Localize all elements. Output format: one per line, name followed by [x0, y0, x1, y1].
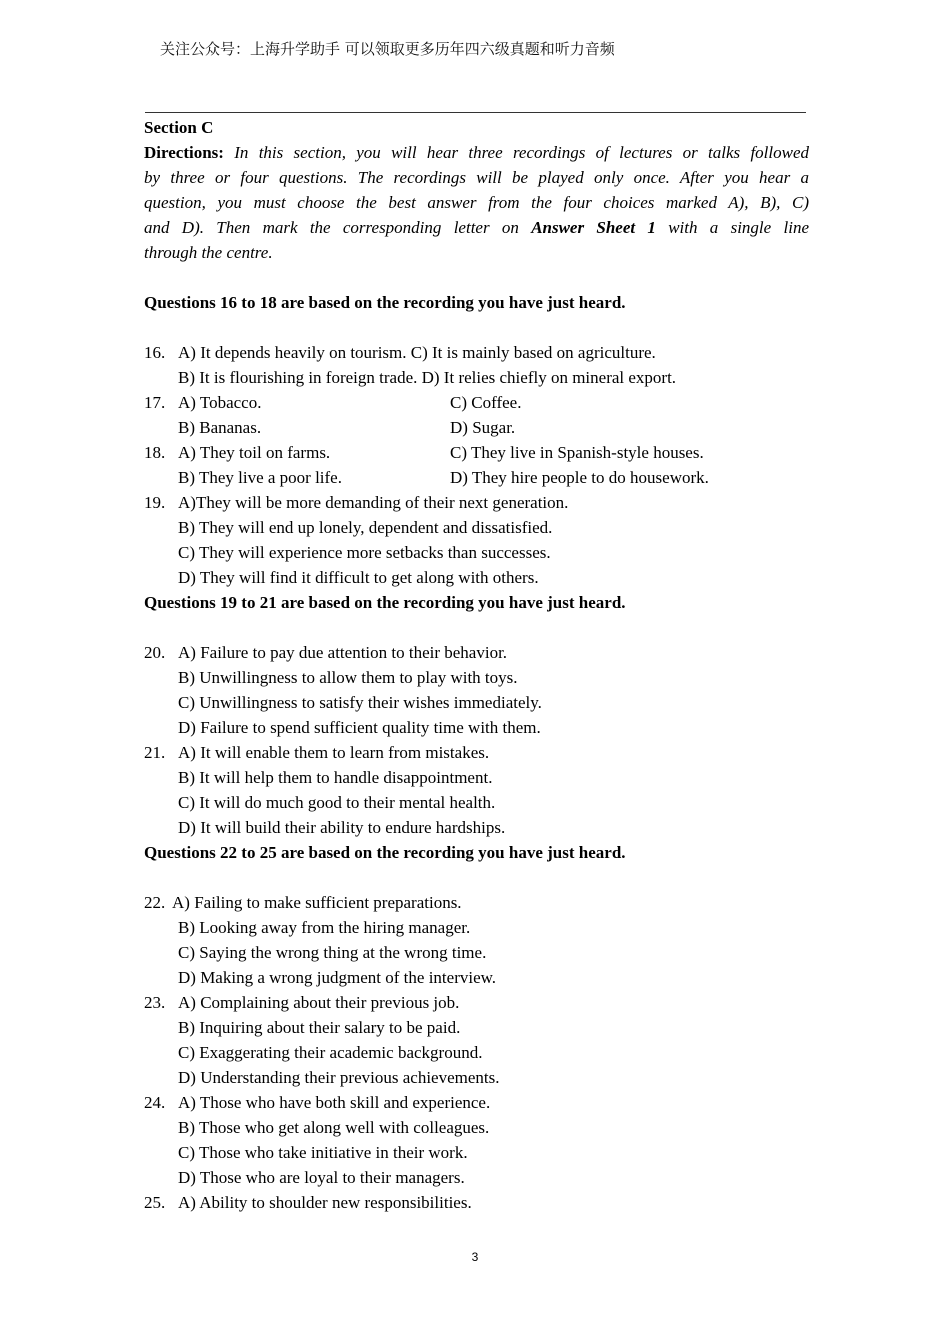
answer-sheet-ref: Answer Sheet 1: [531, 218, 656, 237]
option-b: B) They will end up lonely, dependent and dissatisfied.: [178, 518, 553, 537]
question-19: [144, 490, 809, 515]
section-title: Section C: [144, 118, 214, 137]
question-24: [144, 1090, 809, 1115]
question-20: [144, 640, 809, 665]
option-b: B) Inquiring about their salary to be paid.: [178, 1018, 461, 1037]
option-c: C) They will experience more setbacks than successes.: [178, 543, 551, 562]
question-23: [144, 990, 809, 1015]
group-heading-16-18: Questions 16 to 18 are based on the recording you have just heard.: [144, 293, 626, 312]
question-16-line-1: A) It depends heavily on tourism. C) It is mainly based on agriculture.: [178, 343, 656, 362]
option-a: A) It will enable them to learn from mistakes.: [178, 743, 490, 762]
question-number: 22.: [144, 893, 166, 912]
option-a: A) Complaining about their previous job.: [178, 993, 460, 1012]
option-c: C) It will do much good to their mental health.: [178, 793, 496, 812]
option-a: A) Failing to make sufficient preparations.: [172, 893, 462, 912]
directions-line-3: question, you must choose the best answer from the four choices marked A), B), C): [144, 193, 809, 212]
question-number: 20.: [144, 643, 166, 662]
option-a: A) Tobacco.: [178, 393, 262, 412]
group-heading-22-25: Questions 22 to 25 are based on the recording you have just heard.: [144, 843, 626, 862]
question-number: 21.: [144, 743, 166, 762]
option-c: C) Saying the wrong thing at the wrong time.: [178, 943, 487, 962]
question-22: [144, 890, 809, 915]
question-number: 24.: [144, 1093, 166, 1112]
option-d: D) Making a wrong judgment of the interview.: [178, 968, 497, 987]
option-c: C) Coffee.: [450, 393, 522, 412]
question-number: 17.: [144, 393, 166, 412]
question-25: [144, 1190, 809, 1215]
directions-line-1: In this section, you will hear three recordings of lectures or talks followed: [234, 143, 809, 162]
option-a: A) Failure to pay due attention to their behavior.: [178, 643, 508, 662]
option-c: C) Unwillingness to satisfy their wishes immediately.: [178, 693, 542, 712]
directions: [144, 140, 809, 265]
question-17: [144, 390, 809, 415]
directions-end-b: through the centre.: [144, 243, 273, 262]
option-b: B) Looking away from the hiring manager.: [178, 918, 471, 937]
option-a: A)They will be more demanding of their next generation.: [178, 493, 569, 512]
question-number: 19.: [144, 493, 166, 512]
option-b: B) Bananas.: [178, 418, 262, 437]
option-d: D) Sugar.: [450, 418, 516, 437]
page-number: 3: [471, 1250, 479, 1264]
option-c: C) They live in Spanish-style houses.: [450, 443, 704, 462]
option-c: C) Exaggerating their academic background.: [178, 1043, 483, 1062]
option-d: D) Understanding their previous achievements.: [178, 1068, 500, 1087]
option-a: A) Those who have both skill and experience.: [178, 1093, 491, 1112]
page-header: 关注公众号：上海升学助手 可以领取更多历年四六级真题和听力音频: [160, 40, 615, 58]
directions-line-4: and D). Then mark the corresponding letter on: [144, 218, 519, 237]
question-21: [144, 740, 809, 765]
option-d: D) They hire people to do housework.: [450, 468, 709, 487]
question-16: [144, 340, 809, 365]
option-b: B) Unwillingness to allow them to play with toys.: [178, 668, 518, 687]
option-c: C) Those who take initiative in their work.: [178, 1143, 468, 1162]
question-16-line-2: B) It is flourishing in foreign trade. D) It relies chiefly on mineral export.: [178, 368, 677, 387]
directions-end-a: with a single line: [668, 218, 809, 237]
question-number: 23.: [144, 993, 166, 1012]
exam-content: [144, 115, 809, 1215]
question-number: 18.: [144, 443, 166, 462]
option-b: B) Those who get along well with colleagues.: [178, 1118, 490, 1137]
question-18: [144, 440, 809, 465]
option-d: D) It will build their ability to endure hardships.: [178, 818, 506, 837]
option-a: A) Ability to shoulder new responsibilities.: [178, 1193, 472, 1212]
directions-label: Directions:: [144, 143, 224, 162]
header-rule: [145, 112, 806, 113]
option-d: D) Failure to spend sufficient quality time with them.: [178, 718, 541, 737]
option-d: D) Those who are loyal to their managers.: [178, 1168, 465, 1187]
directions-line-2: by three or four questions. The recordings will be played only once. After you hear a: [144, 168, 809, 187]
question-number: 16.: [144, 343, 166, 362]
option-a: A) They toil on farms.: [178, 443, 331, 462]
option-b: B) They live a poor life.: [178, 468, 342, 487]
option-d: D) They will find it difficult to get along with others.: [178, 568, 539, 587]
question-number: 25.: [144, 1193, 166, 1212]
option-b: B) It will help them to handle disappointment.: [178, 768, 493, 787]
group-heading-19-21: Questions 19 to 21 are based on the recording you have just heard.: [144, 593, 626, 612]
